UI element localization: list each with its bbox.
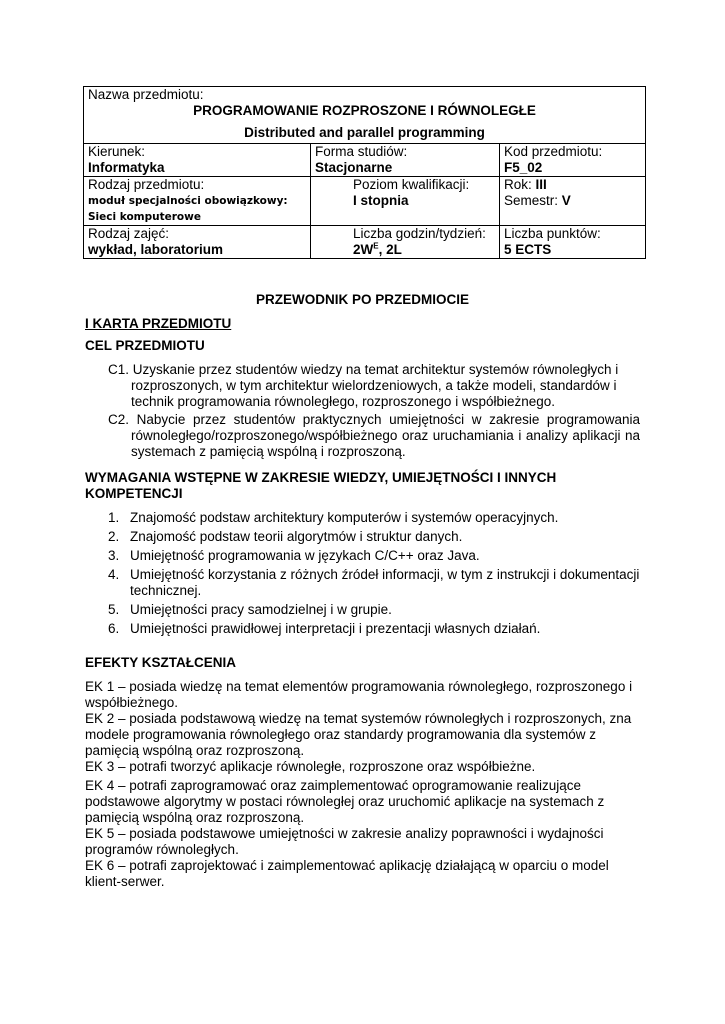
year-line <box>504 177 641 193</box>
list-item <box>108 567 644 599</box>
effect-ek2: EK 2 – posiada podstawową wiedzę na temat systemów równoległych i rozproszonych, zna modele programowania równoległego oraz standardy programowania dla systemów z pamięcią wspólną oraz rozproszoną. <box>85 711 632 758</box>
subject-cell <box>84 87 646 144</box>
level-value: I stopnia <box>353 193 409 208</box>
list-item-number: 2. <box>108 529 120 544</box>
code-cell <box>500 144 646 177</box>
type-value-specialty: Sieci komputerowe <box>88 211 201 223</box>
list-item-text: Umiejętność programowania w językach C/C++ oraz Java. <box>130 548 480 563</box>
type-value-module: moduł specjalności obowiązkowy: <box>88 195 288 207</box>
code-value: F5_02 <box>504 160 543 175</box>
points-cell <box>500 226 646 259</box>
list-item-number: 3. <box>108 548 120 563</box>
effect-ek3: EK 3 – potrafi tworzyć aplikacje równoległe, rozproszone oraz współbieżne. <box>85 759 536 774</box>
direction-cell <box>84 144 311 177</box>
effect-ek6: EK 6 – potrafi zaprojektować i zaimplementować aplikację działającą w oparciu o model klient-serwer. <box>85 858 609 889</box>
list-item-text: Umiejętności pracy samodzielnej i w grupie. <box>130 602 392 617</box>
semester-label: Semestr: <box>504 193 562 208</box>
goals-list <box>108 362 640 460</box>
requirements-title: WYMAGANIA WSTĘPNE W ZAKRESIE WIEDZY, UMIEJĘTNOŚCI I INNYCH KOMPETENCJI <box>85 470 557 501</box>
hours-value-lecture: 2W <box>353 242 374 257</box>
subject-name-en: Distributed and parallel programming <box>244 125 485 140</box>
hours-value <box>353 242 495 258</box>
list-item-number: 1. <box>108 510 120 525</box>
effects-group-1 <box>85 679 641 775</box>
effect-ek1: EK 1 – posiada wiedzę na temat elementów programowania równoległego, rozproszonego i współbieżnego. <box>85 679 633 710</box>
effects-group-2 <box>85 778 641 890</box>
list-item <box>108 602 644 618</box>
code-label: Kod przedmiotu: <box>504 144 603 159</box>
list-item-text: Znajomość podstaw architektury komputerów i systemów operacyjnych. <box>130 510 559 525</box>
classes-label: Rodzaj zajęć: <box>88 226 170 241</box>
year-value: III <box>535 177 547 192</box>
requirements-list <box>108 510 644 640</box>
list-item-number: 6. <box>108 621 120 636</box>
form-label: Forma studiów: <box>315 144 408 159</box>
list-item <box>108 510 644 526</box>
goal-c1: C1. Uzyskanie przez studentów wiedzy na temat architektur systemów równoległych i rozproszonych, w tym architektur wielordzeniowych, a także modeli, standardów i technik programowania równoległego, rozproszonego i współbieżnego. <box>108 362 619 409</box>
effects-title: EFEKTY KSZTAŁCENIA <box>85 655 237 670</box>
effect-ek4: EK 4 – potrafi zaprogramować oraz zaimplementować oprogramowanie realizujące podstawowe algorytmy w postaci równoległej oraz uruchomić aplikacje na systemach z pamięcią wspólną oraz rozproszoną. <box>85 778 605 825</box>
list-item <box>108 529 644 545</box>
year-semester-cell <box>500 177 646 226</box>
guide-title: PRZEWODNIK PO PRZEDMIOCIE <box>255 292 469 307</box>
list-item-number: 4. <box>108 567 120 582</box>
list-item <box>108 621 644 637</box>
points-value: 5 ECTS <box>504 242 552 257</box>
effect-ek5: EK 5 – posiada podstawowe umiejętności w zakresie analizy poprawności i wydajności programów równoległych. <box>85 826 604 857</box>
semester-line <box>504 193 641 209</box>
classes-value: wykład, laboratorium <box>88 242 224 257</box>
classes-cell <box>84 226 311 259</box>
list-item-text: Umiejętności prawidłowej interpretacji i prezentacji własnych działań. <box>130 621 541 636</box>
hours-cell <box>311 226 500 259</box>
subject-name-pl: PROGRAMOWANIE ROZPROSZONE I RÓWNOLEGŁE <box>193 103 536 118</box>
subject-label: Nazwa przedmiotu: <box>88 87 204 102</box>
level-label: Poziom kwalifikacji: <box>353 177 470 192</box>
goal-c2: C2. Nabycie przez studentów praktycznych umiejętności w zakresie programowania równoległego/rozproszonego/współbieżnego oraz uruchamiania i analizy aplikacji na systemach z pamięcią wspólną i rozproszoną. <box>108 412 640 459</box>
list-item-text: Znajomość podstaw teorii algorytmów i struktur danych. <box>130 529 463 544</box>
points-label: Liczba punktów: <box>504 226 601 241</box>
hours-value-exam-mark: E <box>373 241 379 251</box>
list-item-number: 5. <box>108 602 120 617</box>
type-label: Rodzaj przedmiotu: <box>88 177 205 192</box>
direction-value: Informatyka <box>88 160 165 175</box>
year-label: Rok: <box>504 177 536 192</box>
form-cell <box>311 144 500 177</box>
type-cell <box>84 177 311 226</box>
card-title: I KARTA PRZEDMIOTU <box>85 316 232 331</box>
semester-value: V <box>561 193 571 208</box>
list-item <box>108 548 644 564</box>
course-info-table <box>83 86 646 259</box>
level-cell <box>311 177 500 226</box>
hours-label: Liczba godzin/tydzień: <box>353 226 486 241</box>
hours-value-lab: , 2L <box>378 242 402 257</box>
direction-label: Kierunek: <box>88 144 146 159</box>
form-value: Stacjonarne <box>315 160 393 175</box>
list-item-text: Umiejętność korzystania z różnych źródeł informacji, w tym z instrukcji i dokumentacji technicznej. <box>130 567 640 598</box>
goal-title: CEL PRZEDMIOTU <box>85 338 205 353</box>
